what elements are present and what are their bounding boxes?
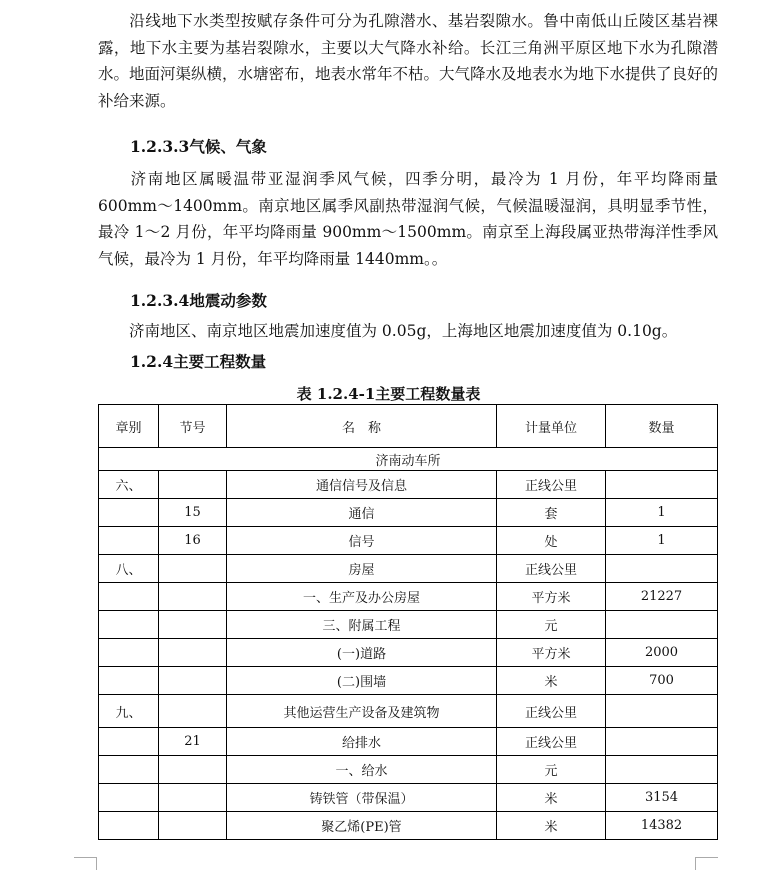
header-unit: 计量单位 bbox=[497, 405, 606, 448]
header-chapter: 章别 bbox=[99, 405, 159, 448]
cell-quantity: 14382 bbox=[606, 812, 718, 840]
paragraph-climate: 济南地区属暖温带亚湿润季风气候，四季分明，最冷为 1 月份，年平均降雨量 600mm～1400mm。南京地区属季风副热带湿润气候，气候温暖湿润，具明显季节性，最冷 1～2 月份，年平均降雨量 900mm～1500mm。南京至上海段属亚热带海洋性季风气候，最冷为 1 月份，年平均降雨量 1440mm。。 bbox=[98, 170, 718, 268]
cell-name: 一、生产及办公房屋 bbox=[227, 583, 497, 611]
page-corner-mark-right bbox=[695, 857, 718, 870]
cell-quantity: 700 bbox=[606, 667, 718, 695]
cell-section bbox=[159, 583, 227, 611]
cell-unit: 平方米 bbox=[497, 583, 606, 611]
cell-quantity bbox=[606, 728, 718, 756]
cell-name: 通信信号及信息 bbox=[227, 471, 497, 499]
cell-chapter: 九、 bbox=[99, 695, 159, 728]
cell-chapter bbox=[99, 728, 159, 756]
cell-quantity bbox=[606, 611, 718, 639]
cell-name: 信号 bbox=[227, 527, 497, 555]
cell-chapter bbox=[99, 639, 159, 667]
cell-quantity bbox=[606, 555, 718, 583]
cell-section: 15 bbox=[159, 499, 227, 527]
table-section-row bbox=[99, 448, 718, 471]
table-row bbox=[99, 471, 718, 499]
table-row bbox=[99, 667, 718, 695]
table-row bbox=[99, 728, 718, 756]
table-row bbox=[99, 639, 718, 667]
cell-section bbox=[159, 784, 227, 812]
cell-unit: 平方米 bbox=[497, 639, 606, 667]
cell-section bbox=[159, 756, 227, 784]
cell-name: 一、给水 bbox=[227, 756, 497, 784]
table-header-row bbox=[99, 405, 718, 448]
cell-unit: 元 bbox=[497, 756, 606, 784]
cell-name: 聚乙烯(PE)管 bbox=[227, 812, 497, 840]
cell-unit: 米 bbox=[497, 667, 606, 695]
cell-chapter bbox=[99, 667, 159, 695]
cell-unit: 米 bbox=[497, 784, 606, 812]
cell-section: 16 bbox=[159, 527, 227, 555]
table-row bbox=[99, 695, 718, 728]
cell-section bbox=[159, 611, 227, 639]
cell-chapter bbox=[99, 499, 159, 527]
page-corner-mark-left bbox=[74, 857, 97, 870]
cell-unit: 米 bbox=[497, 812, 606, 840]
cell-unit: 处 bbox=[497, 527, 606, 555]
cell-quantity: 2000 bbox=[606, 639, 718, 667]
header-section: 节号 bbox=[159, 405, 227, 448]
cell-section bbox=[159, 555, 227, 583]
section-title: 济南动车所 bbox=[99, 448, 718, 471]
heading-quantities: 1.2.4主要工程数量 bbox=[130, 352, 267, 371]
header-name: 名 称 bbox=[227, 405, 497, 448]
cell-unit: 套 bbox=[497, 499, 606, 527]
cell-quantity: 1 bbox=[606, 499, 718, 527]
table-row bbox=[99, 812, 718, 840]
table-row bbox=[99, 784, 718, 812]
header-quantity: 数量 bbox=[606, 405, 718, 448]
cell-name: 通信 bbox=[227, 499, 497, 527]
cell-name: 三、附属工程 bbox=[227, 611, 497, 639]
cell-chapter bbox=[99, 611, 159, 639]
heading-climate: 1.2.3.3气候、气象 bbox=[130, 137, 267, 156]
cell-unit: 正线公里 bbox=[497, 728, 606, 756]
cell-section bbox=[159, 695, 227, 728]
cell-unit: 正线公里 bbox=[497, 695, 606, 728]
cell-unit: 元 bbox=[497, 611, 606, 639]
cell-name: 铸铁管（带保温） bbox=[227, 784, 497, 812]
table-row bbox=[99, 611, 718, 639]
paragraph-seismic: 济南地区、南京地区地震加速度值为 0.05g，上海地区地震加速度值为 0.10g。 bbox=[129, 322, 678, 340]
cell-chapter bbox=[99, 583, 159, 611]
cell-chapter: 八、 bbox=[99, 555, 159, 583]
table-caption: 表 1.2.4-1主要工程数量表 bbox=[296, 385, 481, 403]
cell-name: 其他运营生产设备及建筑物 bbox=[227, 695, 497, 728]
cell-unit: 正线公里 bbox=[497, 555, 606, 583]
cell-section: 21 bbox=[159, 728, 227, 756]
cell-quantity bbox=[606, 695, 718, 728]
cell-name: 房屋 bbox=[227, 555, 497, 583]
cell-chapter bbox=[99, 784, 159, 812]
cell-section bbox=[159, 667, 227, 695]
cell-unit: 正线公里 bbox=[497, 471, 606, 499]
cell-quantity bbox=[606, 471, 718, 499]
cell-chapter bbox=[99, 812, 159, 840]
table-row bbox=[99, 555, 718, 583]
cell-section bbox=[159, 812, 227, 840]
cell-quantity bbox=[606, 756, 718, 784]
cell-quantity: 1 bbox=[606, 527, 718, 555]
cell-name: (二)围墙 bbox=[227, 667, 497, 695]
cell-quantity: 21227 bbox=[606, 583, 718, 611]
cell-name: (一)道路 bbox=[227, 639, 497, 667]
table-row bbox=[99, 756, 718, 784]
cell-chapter bbox=[99, 756, 159, 784]
table-row bbox=[99, 499, 718, 527]
cell-section bbox=[159, 639, 227, 667]
heading-seismic: 1.2.3.4地震动参数 bbox=[130, 291, 267, 310]
paragraph-groundwater: 沿线地下水类型按赋存条件可分为孔隙潜水、基岩裂隙水。鲁中南低山丘陵区基岩裸露，地下水主要为基岩裂隙水，主要以大气降水补给。长江三角洲平原区地下水为孔隙潜水。地面河渠纵横，水塘密布，地表水常年不枯。大气降水及地表水为地下水提供了良好的补给来源。 bbox=[98, 12, 719, 110]
cell-chapter: 六、 bbox=[99, 471, 159, 499]
cell-section bbox=[159, 471, 227, 499]
table-row bbox=[99, 527, 718, 555]
cell-quantity: 3154 bbox=[606, 784, 718, 812]
table-row bbox=[99, 583, 718, 611]
quantity-table bbox=[98, 404, 718, 840]
cell-name: 给排水 bbox=[227, 728, 497, 756]
cell-chapter bbox=[99, 527, 159, 555]
